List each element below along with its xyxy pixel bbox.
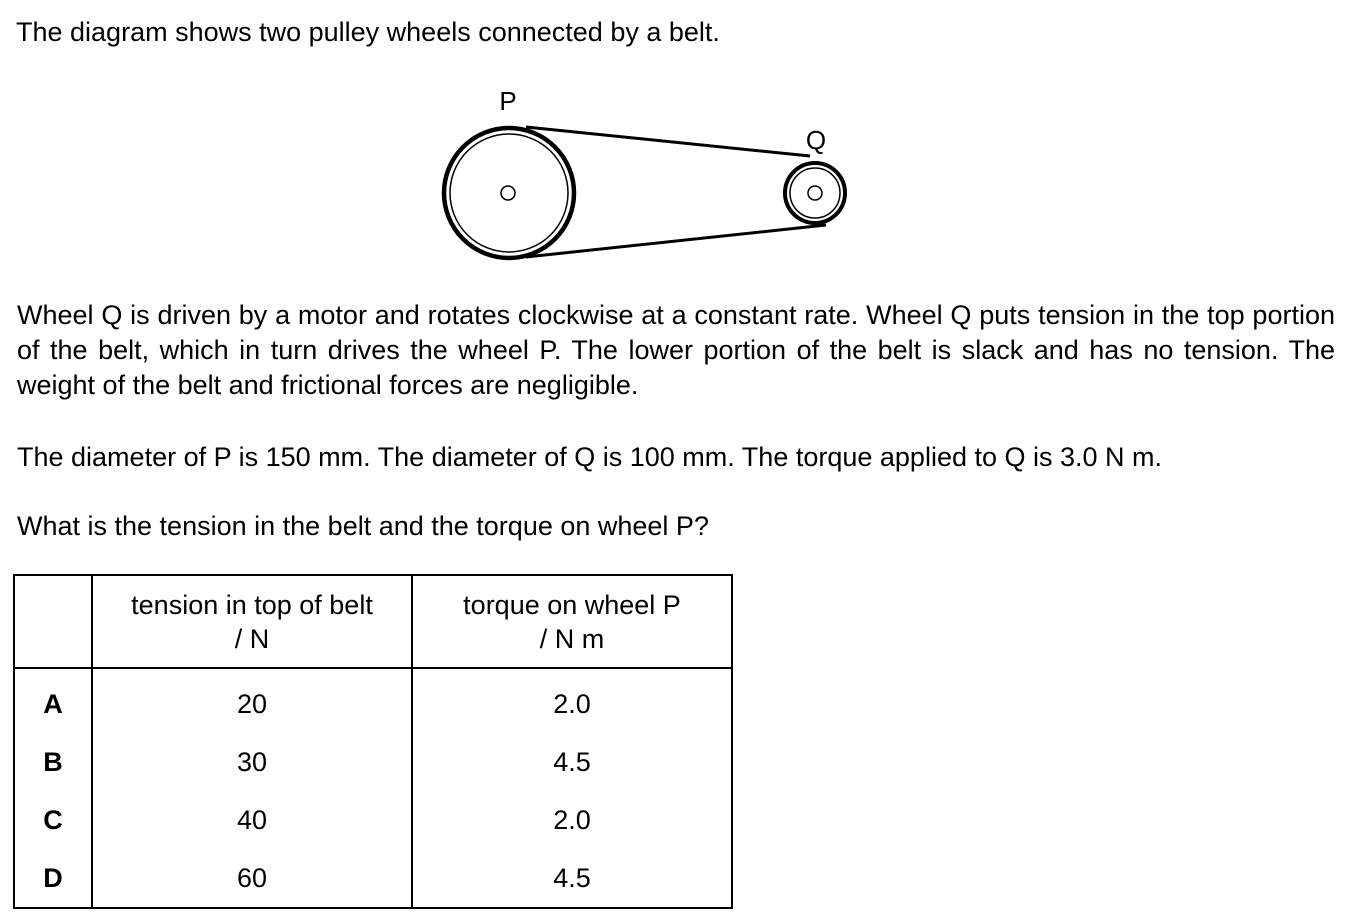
option-tension: 30 [92,733,412,791]
header-tension-unit: / N [234,623,270,654]
option-key: D [14,849,92,908]
wheel-q [785,163,845,223]
header-torque-label: torque on wheel P [463,589,681,620]
table-header-row [14,575,732,668]
label-p: P [499,86,517,116]
header-tension [92,575,412,668]
header-torque [412,575,732,668]
option-torque: 2.0 [412,791,732,849]
option-torque: 2.0 [412,668,732,733]
header-torque-unit: / N m [539,623,605,654]
option-tension: 60 [92,849,412,908]
question-prompt: What is the tension in the belt and the torque on wheel P? [17,511,709,541]
option-row-b[interactable] [14,733,732,791]
option-row-d[interactable] [14,849,732,908]
option-tension: 40 [92,791,412,849]
intro-text: The diagram shows two pulley wheels connected by a belt. [16,17,720,47]
wheel-q-axle [808,186,822,200]
option-torque: 4.5 [412,733,732,791]
belt-top [526,127,810,156]
option-row-a[interactable] [14,668,732,733]
header-blank-cell [14,575,92,668]
option-tension: 20 [92,668,412,733]
option-key: B [14,733,92,791]
option-torque: 4.5 [412,849,732,908]
pulley-diagram [0,0,1345,290]
given-values-paragraph: The diameter of P is 150 mm. The diameter of Q is 100 mm. The torque applied to Q is 3.0 N m. [17,442,1163,472]
option-key: C [14,791,92,849]
answer-options-table [13,574,733,909]
belt-bottom [526,225,826,257]
wheel-p-axle [501,186,515,200]
wheel-p [444,128,574,258]
header-tension-label: tension in top of belt [131,589,373,620]
description-paragraph: Wheel Q is driven by a motor and rotates clockwise at a constant rate. Wheel Q puts tension in the top portion of the belt, which in turn drives the wheel P. The lower portion of the belt is slack and has no tension. The weight of the belt and frictional forces are negligible. [17,300,1335,400]
option-key: A [14,668,92,733]
option-row-c[interactable] [14,791,732,849]
label-q: Q [805,125,827,155]
